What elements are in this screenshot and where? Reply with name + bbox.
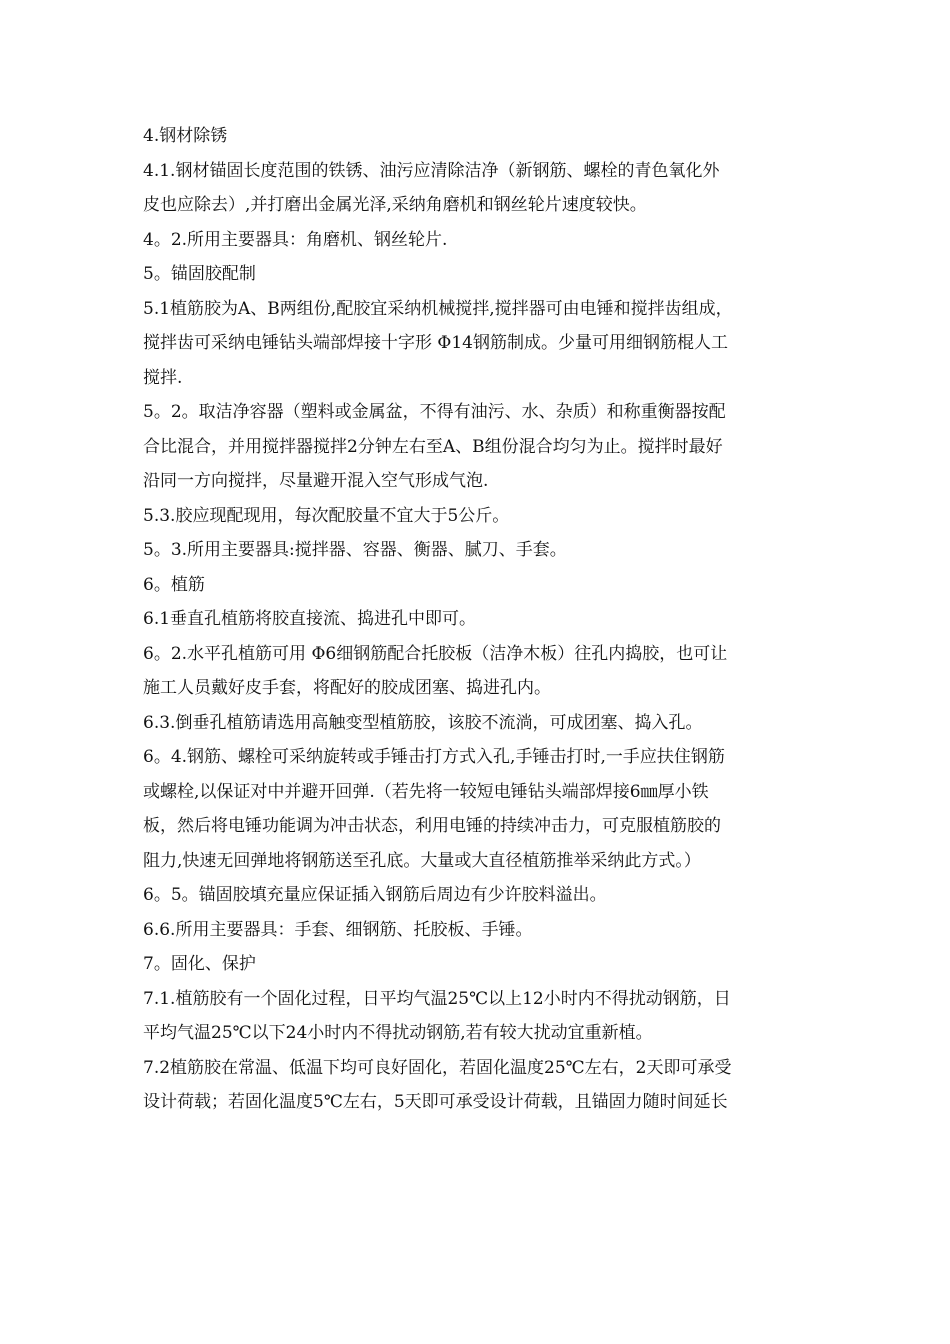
paragraph-line: 或螺栓,以保证对中并避开回弹.（若先将一较短电锤钻头端部焊接6㎜厚小铁 — [143, 781, 709, 802]
heading-4: 4.钢材除锈 — [143, 126, 228, 146]
paragraph-line: 施工人员戴好皮手套，将配好的胶成团塞、捣进孔内。 — [143, 678, 551, 698]
paragraph-line: 7.1.植筋胶有一个固化过程，日平均气温25℃以上12小时内不得扰动钢筋，日 — [143, 988, 731, 1009]
paragraph-line: 皮也应除去）,并打磨出金属光泽,采纳角磨机和钢丝轮片速度较快。 — [143, 195, 647, 215]
paragraph-line: 板，然后将电锤功能调为冲击状态，利用电锤的持续冲击力，可克服植筋胶的 — [143, 816, 721, 836]
paragraph-line: 5。3.所用主要器具:搅拌器、容器、衡器、腻刀、手套。 — [143, 540, 567, 560]
paragraph-line: 6.6.所用主要器具：手套、细钢筋、托胶板、手锤。 — [143, 919, 533, 940]
paragraph-line: 搅拌齿可采纳电锤钻头端部焊接十字形 Φ14钢筋制成。少量可用细钢筋棍人工 — [143, 333, 728, 353]
paragraph-line: 沿同一方向搅拌，尽量避开混入空气形成气泡. — [143, 471, 489, 491]
paragraph-line: 6。2.水平孔植筋可用 Φ6细钢筋配合托胶板（洁净木板）往孔内捣胶，也可让 — [143, 643, 728, 664]
paragraph-line: 6.3.倒垂孔植筋请选用高触变型植筋胶，该胶不流淌，可成团塞、捣入孔。 — [143, 712, 703, 733]
paragraph-line: 5.3.胶应现配现用，每次配胶量不宜大于5公斤。 — [143, 505, 510, 526]
paragraph-line: 4.1.钢材锚固长度范围的铁锈、油污应清除洁净（新钢筋、螺栓的青色氧化外 — [143, 160, 720, 181]
heading-7: 7。固化、保护 — [143, 954, 256, 974]
paragraph-line: 平均气温25℃以下24小时内不得扰动钢筋,若有较大扰动宜重新植。 — [143, 1023, 653, 1043]
paragraph-line: 6.1垂直孔植筋将胶直接流、捣进孔中即可。 — [143, 609, 477, 629]
paragraph-line: 4。2.所用主要器具：角磨机、钢丝轮片. — [143, 229, 448, 250]
paragraph-line: 6。5。锚固胶填充量应保证插入钢筋后周边有少许胶料溢出。 — [143, 885, 607, 905]
heading-5: 5。锚固胶配制 — [143, 264, 256, 284]
paragraph-line: 搅拌. — [143, 367, 183, 388]
paragraph-line: 阻力,快速无回弹地将钢筋送至孔底。大量或大直径植筋推举采纳此方式。） — [143, 850, 701, 871]
heading-6: 6。植筋 — [143, 574, 205, 595]
paragraph-line: 5.1植筋胶为A、B两组份,配胶宜采纳机械搅拌,搅拌器可由电锤和搅拌齿组成， — [143, 298, 733, 319]
paragraph-line: 7.2植筋胶在常温、低温下均可良好固化，若固化温度25℃左右，2天即可承受 — [143, 1057, 732, 1078]
paragraph-line: 设计荷载；若固化温度5℃左右，5天即可承受设计荷载，且锚固力随时间延长 — [143, 1092, 728, 1112]
document-body — [143, 119, 811, 1120]
paragraph-line: 6。4.钢筋、螺栓可采纳旋转或手锤击打方式入孔,手锤击打时,一手应扶住钢筋 — [143, 747, 725, 767]
paragraph-line: 5。2。取洁净容器（塑料或金属盆，不得有油污、水、杂质）和称重衡器按配 — [143, 402, 726, 422]
paragraph-line: 合比混合，并用搅拌器搅拌2分钟左右至A、B组份混合均匀为止。搅拌时最好 — [143, 436, 723, 457]
